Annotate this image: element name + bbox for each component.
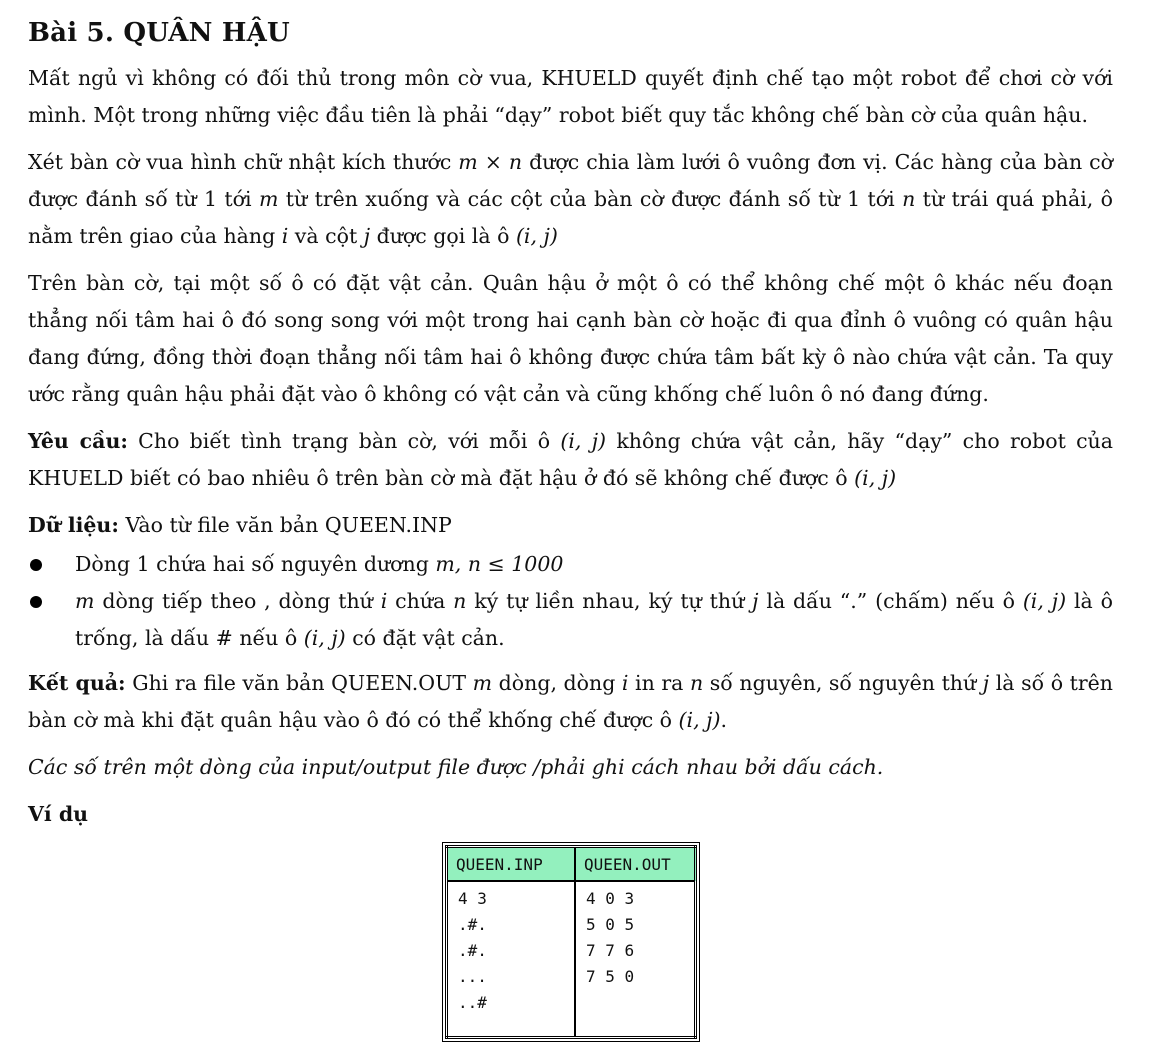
- output-file-header: QUEEN.OUT: [575, 847, 696, 882]
- text-run: Vào từ file văn bản QUEEN.INP: [118, 513, 452, 537]
- math-expr: (i, j): [303, 626, 346, 650]
- bullet-icon: [30, 596, 42, 608]
- math-expr: (i, j): [1022, 589, 1067, 613]
- text-run: là số ô trên bàn cờ mà khi đặt quân hậu vào ô đó có thể khống chế được ô: [28, 671, 1113, 732]
- text-run: chứa: [387, 589, 454, 613]
- list-item: [28, 546, 1113, 583]
- problem-title: Bài 5. QUÂN HẬU: [28, 18, 290, 48]
- math-expr: (i, j): [560, 429, 607, 453]
- requirement-paragraph: [28, 423, 1113, 497]
- math-expr: m, n ≤ 1000: [435, 552, 564, 576]
- input-file-header: QUEEN.INP: [447, 847, 576, 882]
- requirement-label: Yêu cầu:: [28, 429, 128, 453]
- text-run: được chia làm lưới ô vuông đơn vị. Các hàng của bàn cờ được đánh số từ 1 tới: [28, 150, 1113, 211]
- input-label: Dữ liệu:: [28, 513, 119, 537]
- math-expr: n: [902, 187, 916, 211]
- text-run: ký tự liền nhau, ký tự thứ: [466, 589, 753, 613]
- text-run: và cột: [288, 224, 364, 248]
- output-label: Kết quả:: [28, 671, 126, 695]
- text-run: dòng tiếp theo , dòng thứ: [94, 589, 381, 613]
- math-expr: m: [75, 589, 95, 613]
- text-run: từ trên xuống và các cột của bàn cờ được đánh số từ 1 tới: [278, 187, 903, 211]
- example-table-wrapper: [445, 845, 697, 1039]
- rules-paragraph: Trên bàn cờ, tại một số ô có đặt vật cản. Quân hậu ở một ô có thể không chế một ô khác nếu đoạn thẳng nối tâm hai ô đó song song với một trong hai cạnh bàn cờ hoặc đi qua đỉnh ô vuông có quân hậu đang đứng, đồng thời đoạn thẳng nối tâm hai ô không được chứa tâm bất kỳ ô nào chứa vật cản. Ta quy ước rằng quân hậu phải đặt vào ô không có vật cản và cũng khống chế luôn ô nó đang đứng.: [28, 271, 1113, 406]
- math-expr: (i, j): [854, 466, 897, 490]
- math-expr: i: [380, 589, 388, 613]
- input-line: .#.: [458, 915, 487, 934]
- list-item: [28, 583, 1113, 657]
- format-note: Các số trên một dòng của input/output file được /phải ghi cách nhau bởi dấu cách.: [28, 755, 884, 779]
- input-line: .#.: [458, 941, 487, 960]
- math-expr: n: [689, 671, 704, 695]
- input-cell: [447, 881, 576, 1038]
- text-run: dòng, dòng: [492, 671, 622, 695]
- output-cell: [575, 881, 696, 1038]
- math-expr: (i, j): [515, 224, 558, 248]
- text-run: .: [720, 708, 728, 732]
- text-run: là dấu “.” (chấm) nếu ô: [758, 589, 1023, 613]
- example-heading: Ví dụ: [28, 802, 89, 826]
- input-line: ...: [458, 967, 487, 986]
- document-page: [28, 14, 1113, 843]
- text-run: từ trái quá phải, ô nằm trên giao của hàng: [28, 187, 1113, 248]
- math-expr: i: [281, 224, 289, 248]
- text-run: Dòng 1 chứa hai số nguyên dương: [75, 552, 436, 576]
- math-expr: n: [453, 589, 467, 613]
- input-format-list: [28, 546, 1113, 657]
- board-description-paragraph: [28, 144, 1113, 255]
- text-run: có đặt vật cản.: [345, 626, 505, 650]
- bullet-icon: [30, 559, 42, 571]
- math-expr: m: [258, 187, 279, 211]
- intro-paragraph: Mất ngủ vì không có đối thủ trong môn cờ vua, KHUELD quyết định chế tạo một robot để chơi cờ với mình. Một trong những việc đầu tiên là phải “dạy” robot biết quy tắc không chế bàn cờ của quân hậu.: [28, 66, 1113, 127]
- table-header-row: [447, 847, 696, 882]
- output-line: 7 5 0: [586, 967, 635, 986]
- math-expr: i: [621, 671, 629, 695]
- output-line: 5 0 5: [586, 915, 635, 934]
- math-expr: m: [472, 671, 493, 695]
- text-run: Cho biết tình trạng bàn cờ, với mỗi ô: [127, 429, 561, 453]
- text-run: là ô trống, là dấu # nếu ô: [75, 589, 1113, 650]
- table-row: [447, 881, 696, 1038]
- output-line: 7 7 6: [586, 941, 635, 960]
- math-expr: j: [752, 589, 759, 613]
- math-expr: m × n: [458, 150, 523, 174]
- text-run: số nguyên, số nguyên thứ: [703, 671, 983, 695]
- text-run: được gọi là ô: [370, 224, 516, 248]
- math-expr: j: [982, 671, 990, 695]
- output-paragraph: [28, 665, 1113, 739]
- output-line: 4 0 3: [586, 889, 635, 908]
- text-run: in ra: [628, 671, 690, 695]
- text-run: Xét bàn cờ vua hình chữ nhật kích thước: [28, 150, 459, 174]
- input-line: 4 3: [458, 889, 487, 908]
- text-run: không chứa vật cản, hãy “dạy” cho robot của KHUELD biết có bao nhiêu ô trên bàn cờ mà đặt hậu ở đó sẽ không chế được ô: [28, 429, 1113, 490]
- example-table: [445, 845, 697, 1039]
- math-expr: j: [363, 224, 371, 248]
- input-paragraph: [28, 507, 1113, 544]
- math-expr: (i, j): [678, 708, 721, 732]
- text-run: Ghi ra file văn bản QUEEN.OUT: [125, 671, 473, 695]
- input-line: ..#: [458, 993, 487, 1012]
